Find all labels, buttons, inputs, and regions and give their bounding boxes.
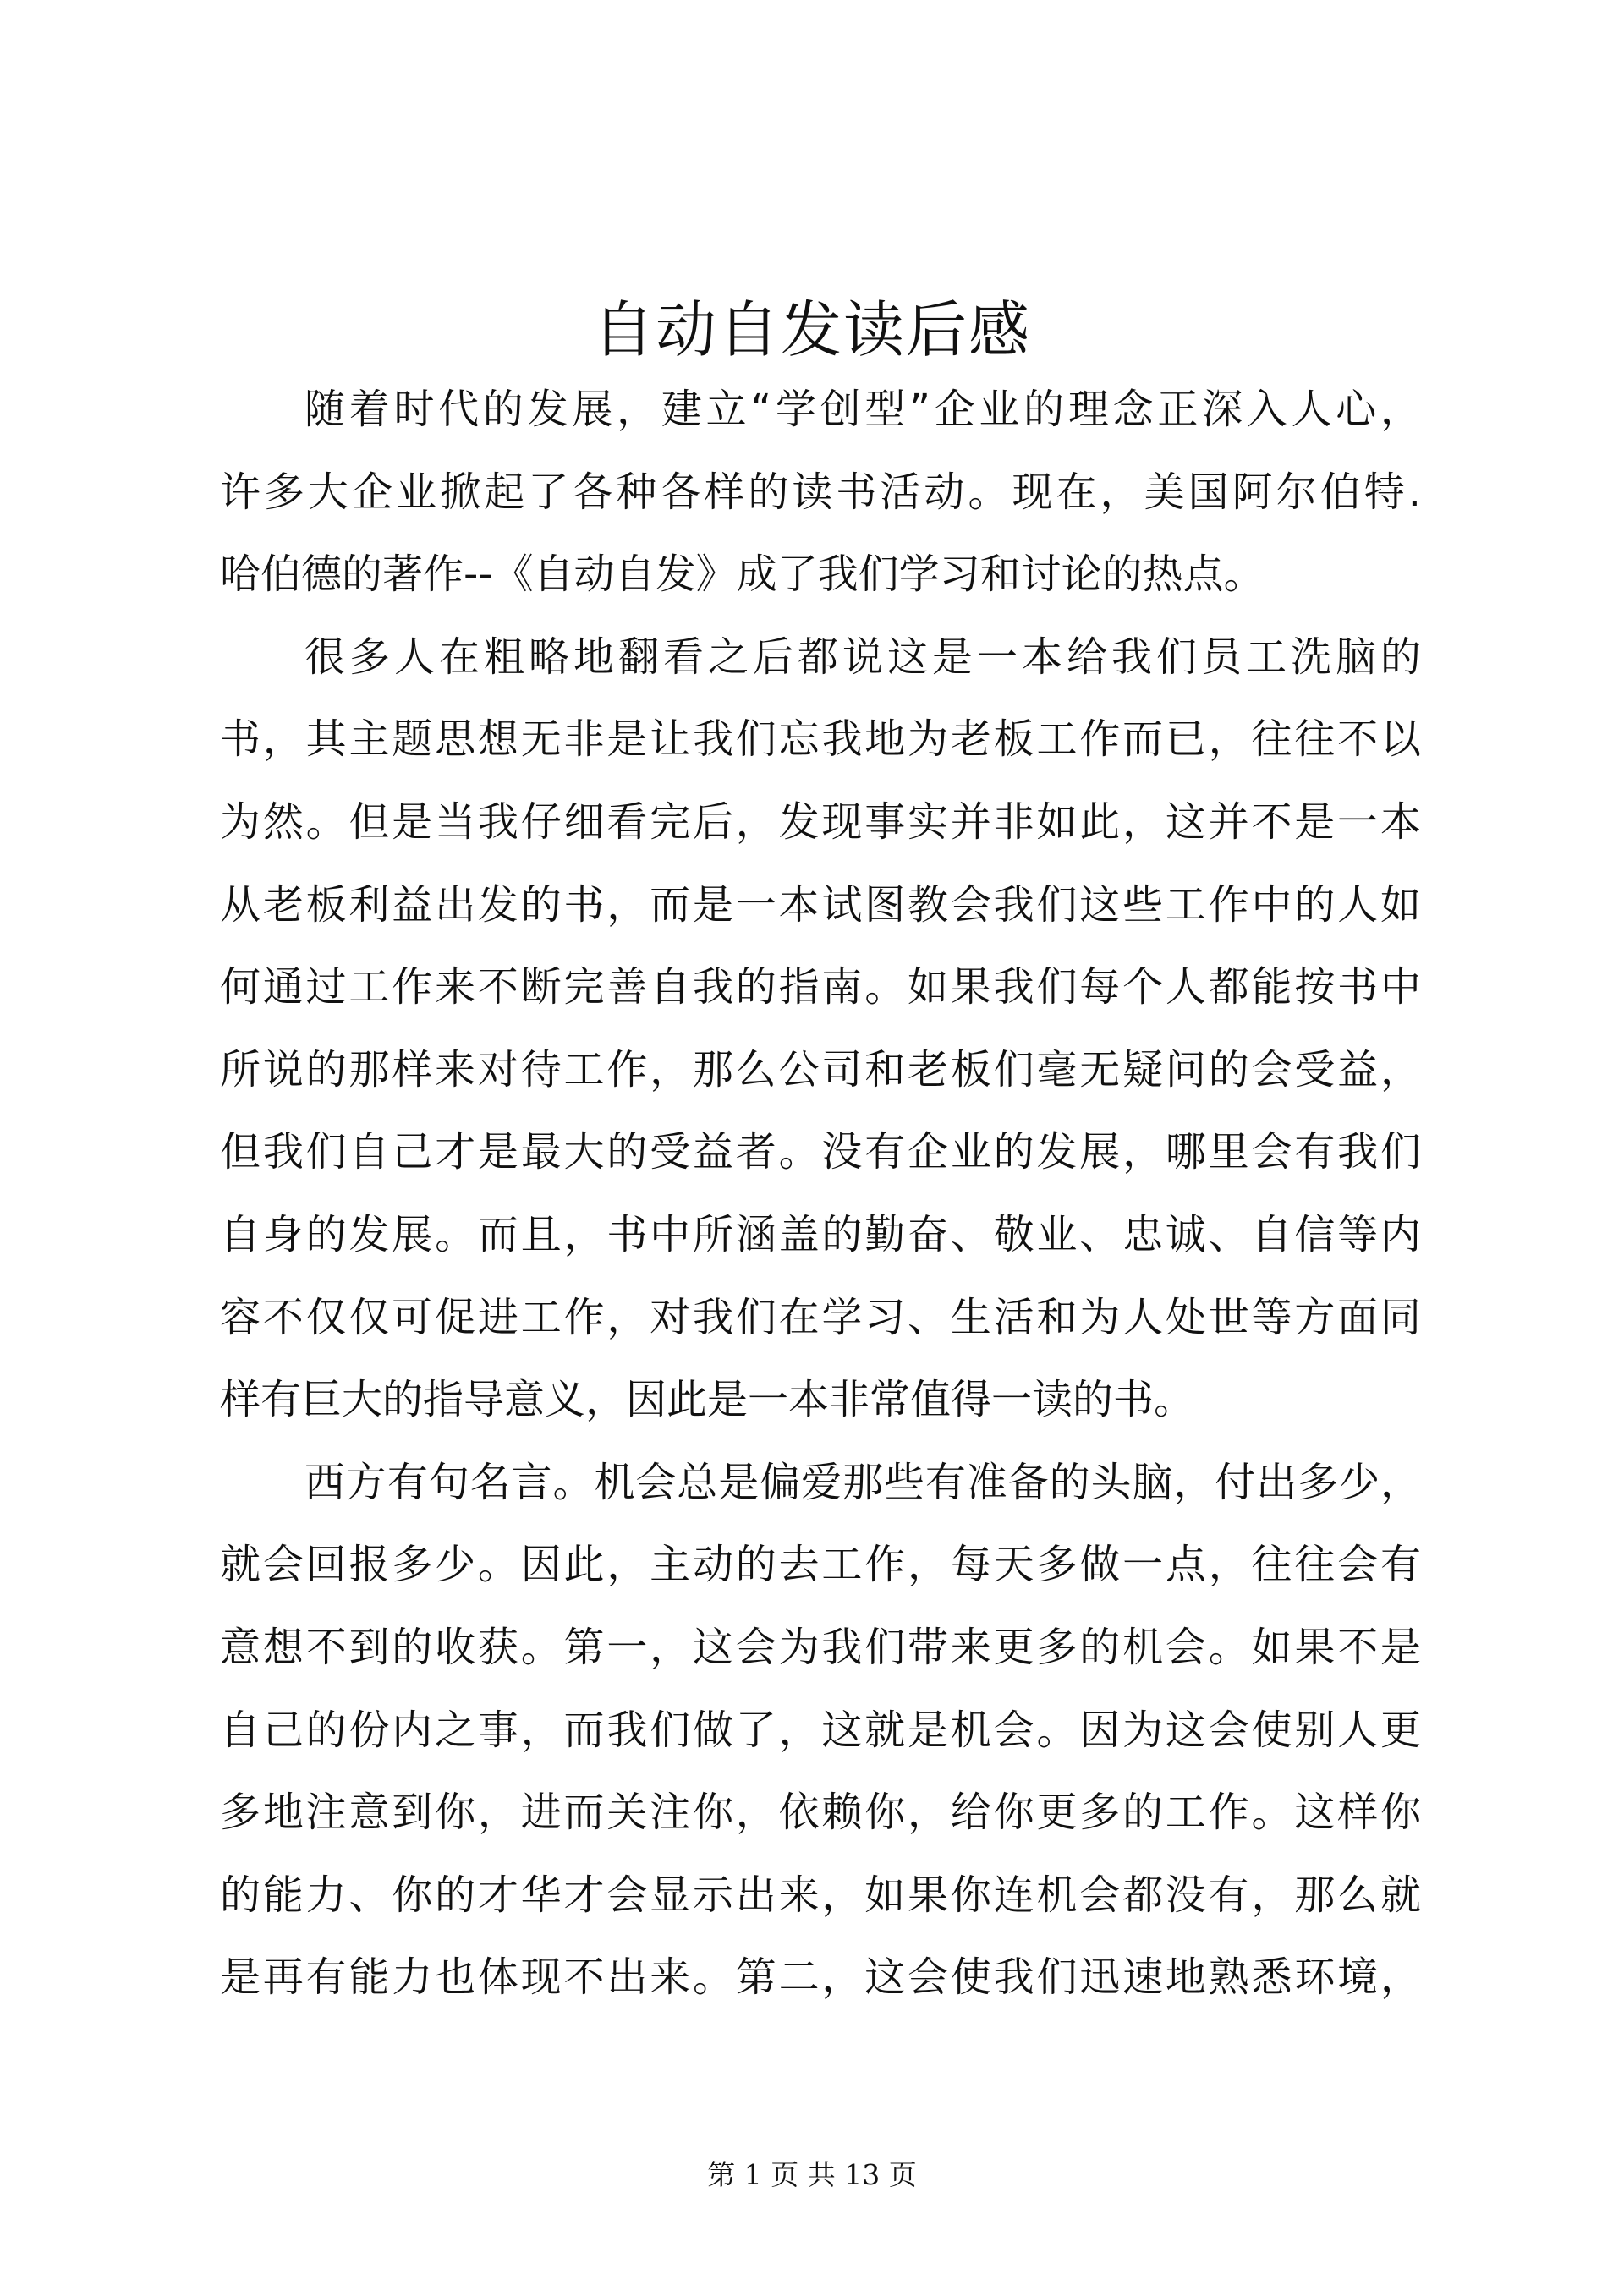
paragraph-line: 就会回报多少。因此，主动的去工作，每天多做一点，往往会有 — [220, 1541, 1421, 1589]
paragraph-line: 意想不到的收获。第一，这会为我们带来更多的机会。如果不是 — [220, 1623, 1421, 1671]
paragraph — [220, 369, 1421, 616]
paragraph — [220, 1442, 1421, 2019]
paragraph-line: 西方有句名言。机会总是偏爱那些有准备的头脑，付出多少， — [304, 1458, 1421, 1506]
paragraph-line: 所说的那样来对待工作，那么公司和老板们毫无疑问的会受益， — [220, 1045, 1421, 1093]
paragraph-line: 自己的份内之事，而我们做了，这就是机会。因为这会使别人更 — [220, 1706, 1421, 1754]
paragraph-line: 为然。但是当我仔细看完后，发现事实并非如此，这并不是一本 — [220, 797, 1421, 846]
paragraph-line: 哈伯德的著作--《自动自发》成了我们学习和讨论的热点。 — [220, 551, 1265, 599]
paragraph — [220, 616, 1421, 1442]
paragraph-line: 是再有能力也体现不出来。第二，这会使我们迅速地熟悉环境， — [220, 1954, 1421, 2002]
paragraph-line: 多地注意到你，进而关注你，依赖你，给你更多的工作。这样你 — [220, 1789, 1421, 1837]
document-body — [220, 369, 1421, 2019]
paragraph-line: 容不仅仅可促进工作，对我们在学习、生活和为人处世等方面同 — [220, 1293, 1421, 1341]
paragraph-line: 许多大企业掀起了各种各样的读书活动。现在，美国阿尔伯特. — [220, 468, 1421, 516]
paragraph-line: 何通过工作来不断完善自我的指南。如果我们每个人都能按书中 — [220, 963, 1421, 1011]
paragraph-line: 很多人在粗略地翻看之后都说这是一本给我们员工洗脑的 — [304, 633, 1421, 681]
document-title: 自动自发读后感 — [592, 294, 1031, 365]
paragraph-line: 自身的发展。而且，书中所涵盖的勤奋、敬业、忠诚、自信等内 — [220, 1210, 1421, 1258]
page-footer: 第 1 页 共 13 页 — [707, 2158, 917, 2191]
paragraph-line: 样有巨大的指导意义，因此是一本非常值得一读的书。 — [220, 1376, 1195, 1424]
paragraph-line: 随着时代的发展，建立“学创型”企业的理念正深入人心， — [304, 386, 1421, 433]
paragraph-line: 从老板利益出发的书，而是一本试图教会我们这些工作中的人如 — [220, 880, 1421, 929]
paragraph-line: 书，其主题思想无非是让我们忘我地为老板工作而已，往往不以 — [220, 715, 1421, 764]
paragraph-line: 但我们自己才是最大的受益者。没有企业的发展，哪里会有我们 — [220, 1128, 1421, 1176]
paragraph-line: 的能力、你的才华才会显示出来，如果你连机会都没有，那么就 — [220, 1871, 1421, 1919]
